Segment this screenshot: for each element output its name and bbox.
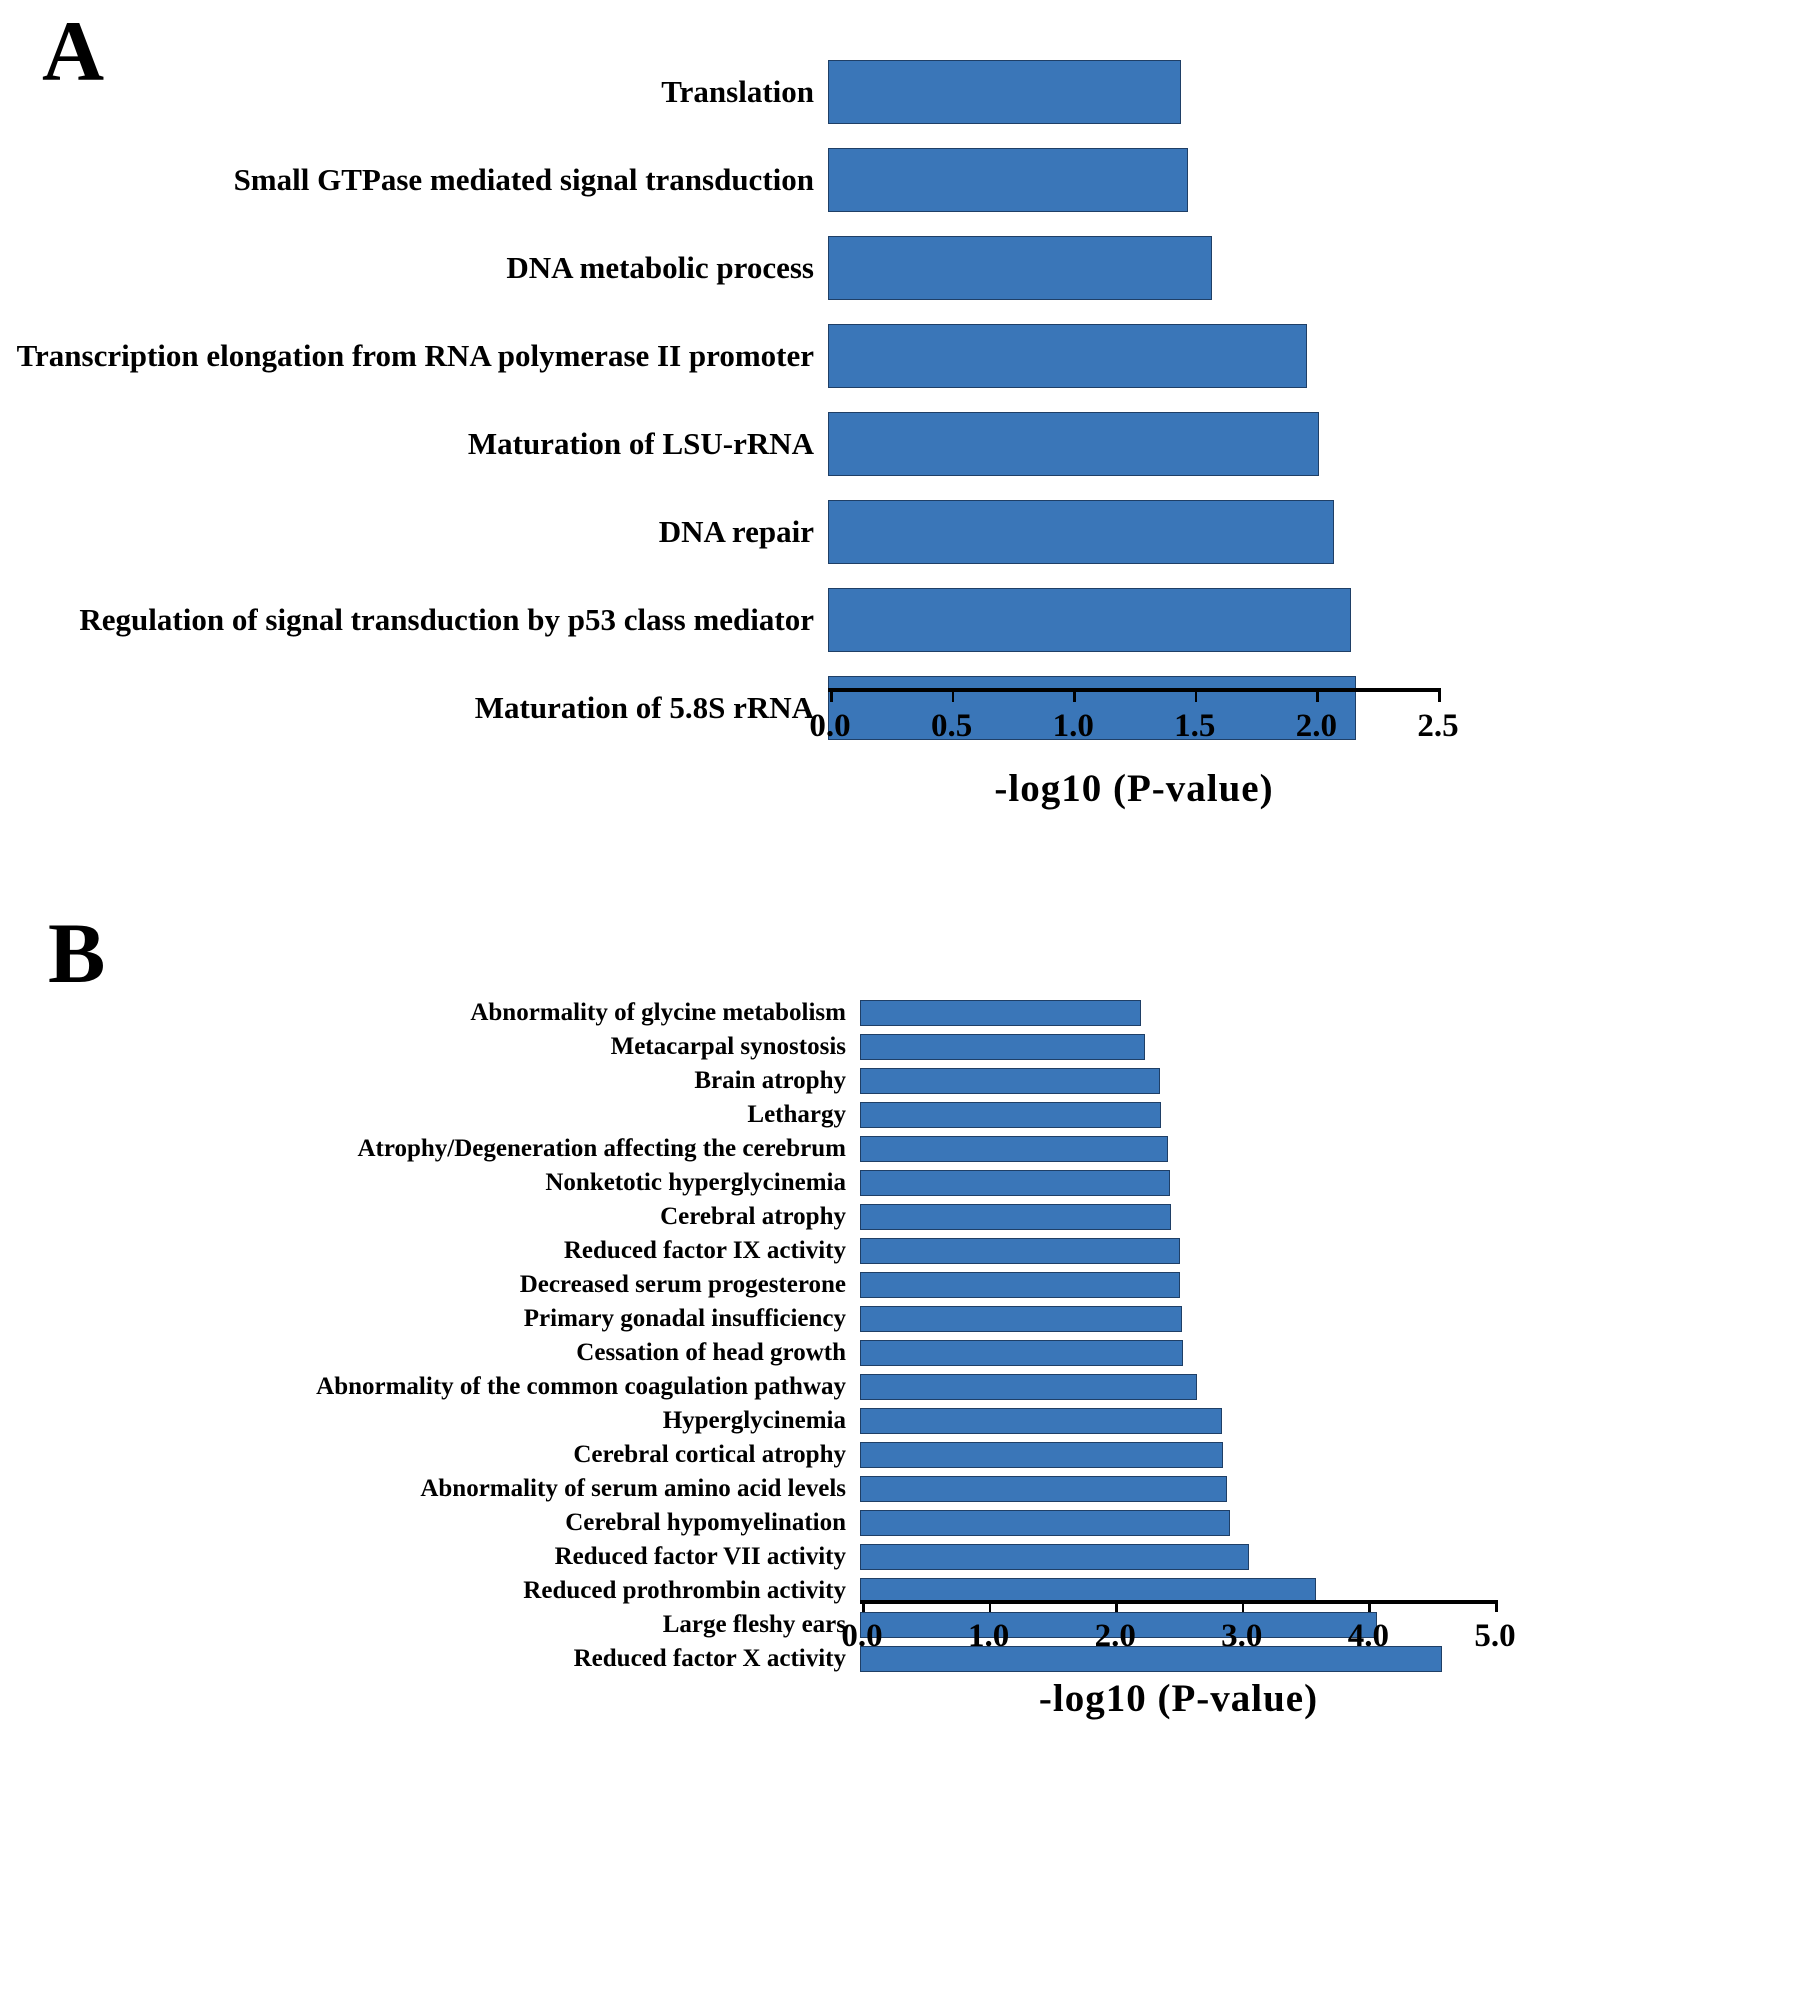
x-axis-tick [1115,1600,1118,1612]
bar-track [860,1544,1493,1570]
bar [860,1340,1183,1366]
panel-label-a: A [42,3,105,99]
x-axis-tick [862,1600,865,1612]
bar [828,60,1181,124]
bar-category-label: Abnormality of serum amino acid levels [420,1475,846,1502]
bar-track [860,1442,1493,1468]
bar-track [828,500,1436,564]
bar-track [860,1646,1493,1672]
x-axis-tick-label: 2.0 [1295,708,1338,744]
x-axis-tick-label: 5.0 [1474,1618,1516,1654]
x-axis-tick-label: 2.5 [1417,708,1459,744]
bar-track [860,1476,1493,1502]
bar-row [0,1306,1795,1332]
bar [828,148,1188,212]
bar-category-label: Decreased serum progesterone [519,1271,846,1298]
bar [860,1306,1182,1332]
bar-track [860,1408,1493,1434]
bar-category-label: Reduced factor X activity [573,1645,846,1672]
x-axis-line-b [860,1600,1497,1604]
bar-category-label: Cerebral hypomyelination [565,1509,846,1536]
bar-category-label: Cerebral cortical atrophy [573,1441,846,1468]
bar-row [0,1612,1795,1638]
bar [860,1544,1249,1570]
bar-track [828,412,1436,476]
bar-row [0,1646,1795,1672]
x-axis-line-a [828,688,1440,692]
bar-category-label: Hyperglycinemia [662,1407,846,1434]
bar-track [860,1612,1493,1638]
bar-category-label: Cessation of head growth [576,1339,846,1366]
bar-category-label: Lethargy [747,1101,846,1128]
bar-category-label: Atrophy/Degeneration affecting the cerebrum [357,1135,846,1162]
bar-track [860,1238,1493,1264]
bar-track [860,1170,1493,1196]
bar-track [860,1102,1493,1128]
bar-row [0,1068,1795,1094]
bar-row [0,324,1795,388]
bar [860,1408,1222,1434]
x-axis-tick [1316,688,1319,702]
bar-category-label: Metacarpal synostosis [610,1033,846,1060]
bar-row [0,1000,1795,1026]
bar [860,1476,1227,1502]
bar-category-label: Reduced factor VII activity [554,1543,846,1570]
x-axis-tick-label: 3.0 [1221,1618,1263,1654]
x-axis-tick-label: 1.0 [1052,708,1094,744]
bar-row [0,500,1795,564]
bar-track [828,676,1436,740]
bar [828,236,1212,300]
x-axis-tick [1495,1600,1498,1612]
bar-rows-b [0,1000,1795,1672]
bar-category-label: DNA repair [658,514,814,549]
chart-panel-a [0,60,1795,850]
bar-category-label: Cerebral atrophy [660,1203,846,1230]
bar-category-label: Reduced factor IX activity [563,1237,846,1264]
x-axis-tick-label: 4.0 [1347,1618,1390,1654]
bar-row [0,1510,1795,1536]
bar [860,1170,1170,1196]
bar [860,1136,1168,1162]
bar [828,324,1307,388]
bar-category-label: Abnormality of the common coagulation pathway [316,1373,846,1400]
bar-category-label: Abnormality of glycine metabolism [470,999,846,1026]
x-axis-tick-label: 0.0 [809,708,851,744]
bar-category-label: DNA metabolic process [506,250,814,285]
x-axis-title-a: -log10 (P-value) [994,767,1274,810]
bar-row [0,1374,1795,1400]
bar [860,1442,1223,1468]
x-axis-tick [1073,688,1076,702]
bar-track [828,148,1436,212]
x-axis-tick [830,688,833,702]
bar-category-label: Maturation of LSU-rRNA [467,426,814,461]
bar-row [0,1034,1795,1060]
bar-row [0,1544,1795,1570]
bar-row [0,1408,1795,1434]
bar-row [0,412,1795,476]
x-axis-tick-label: 0.5 [930,708,973,744]
x-axis-tick [1438,688,1441,702]
panel-label-b: B [48,905,106,1001]
x-axis-tick [952,688,955,702]
x-axis-tick-label: 2.0 [1094,1618,1136,1654]
x-axis-tick [1242,1600,1245,1612]
bar-row [0,1340,1795,1366]
bar-track [860,1374,1493,1400]
bar-row [0,148,1795,212]
x-axis-tick-label: 1.0 [967,1618,1010,1654]
bar-category-label: Maturation of 5.8S rRNA [474,690,814,725]
bar [860,1272,1180,1298]
bar-row [0,588,1795,652]
bar-track [828,588,1436,652]
bar [828,412,1319,476]
bar [860,1374,1197,1400]
bar-track [860,1306,1493,1332]
bar [828,588,1351,652]
x-axis-tick-label: 1.5 [1174,708,1216,744]
bar-row [0,1238,1795,1264]
bar [860,1510,1230,1536]
x-axis-tick [989,1600,992,1612]
bar-row [0,60,1795,124]
bar-category-label: Primary gonadal insufficiency [523,1305,846,1332]
bar-row [0,1136,1795,1162]
x-axis-tick [1368,1600,1371,1612]
bar-category-label: Transcription elongation from RNA polymerase II promoter [16,338,814,373]
bar-category-label: Brain atrophy [694,1067,846,1094]
bar-rows-a [0,60,1795,740]
x-axis-title-b: -log10 (P-value) [1038,1677,1319,1720]
bar-track [860,1068,1493,1094]
bar-row [0,1102,1795,1128]
bar [860,1102,1161,1128]
bar [828,500,1334,564]
bar [860,1000,1141,1026]
bar [860,1238,1180,1264]
bar-row [0,1476,1795,1502]
bar-track [860,1272,1493,1298]
bar-track [828,324,1436,388]
bar-track [860,1034,1493,1060]
bar-row [0,1442,1795,1468]
x-axis-tick-label: 0.0 [841,1618,883,1654]
bar [860,1204,1171,1230]
bar-category-label: Nonketotic hyperglycinemia [545,1169,846,1196]
bar-track [860,1136,1493,1162]
x-axis-tick [1195,688,1198,702]
bar-track [828,236,1436,300]
bar-category-label: Large fleshy ears [662,1611,846,1638]
bar-row [0,1272,1795,1298]
bar-row [0,676,1795,740]
chart-panel-b [0,999,1795,1720]
bar [860,1068,1160,1094]
bar-category-label: Small GTPase mediated signal transduction [233,162,814,197]
bar-track [828,60,1436,124]
bar-category-label: Translation [661,74,814,109]
bar-row [0,1204,1795,1230]
bar-row [0,1170,1795,1196]
bar [860,1034,1145,1060]
bar-row [0,236,1795,300]
bar-track [860,1340,1493,1366]
bar-category-label: Regulation of signal transduction by p53 class mediator [79,602,814,637]
bar-track [860,1204,1493,1230]
bar-category-label: Reduced prothrombin activity [523,1577,846,1604]
bar-track [860,1000,1493,1026]
bar-track [860,1510,1493,1536]
